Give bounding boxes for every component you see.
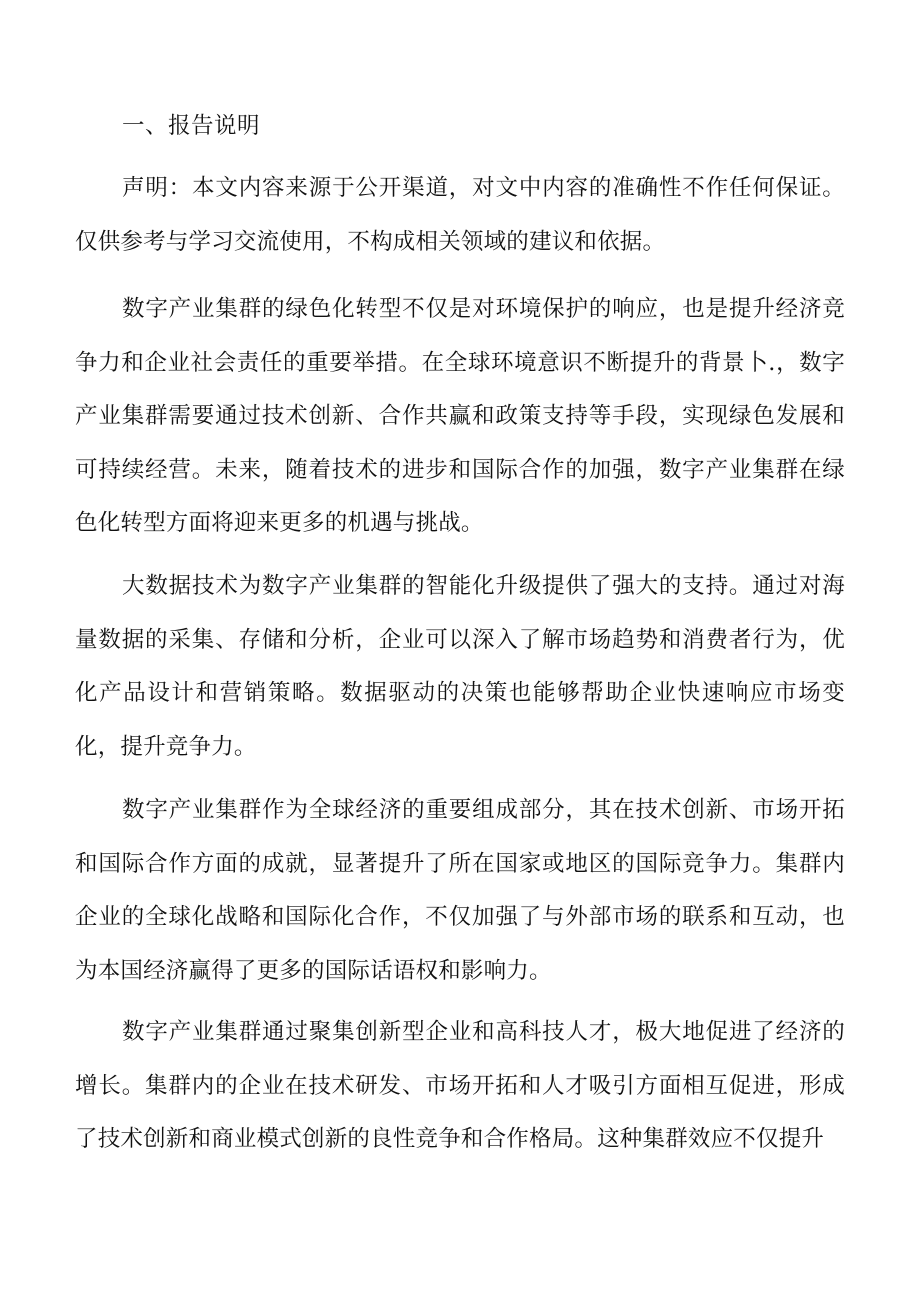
paragraph-text: 数字产业集群的绿色化转型不仅是对环境保护的响应，也是提升经济竞争力和企业社会责任的重要举措。在全球环境意识不断提升的背景卜.，数字产业集群需要通过技术创新、合作共赢和政策支持等手段，实现绿色发展和可持续经营。未来，随着技术的进步和国际合作的加强，数字产业集群在绿色化转型方面将迎来更多的机遇与挑战。 xyxy=(75,296,845,536)
paragraph-text: 大数据技术为数字产业集群的智能化升级提供了强大的支持。通过对海量数据的采集、存储和分析，企业可以深入了解市场趋势和消费者行为，优化产品设计和营销策略。数据驱动的决策也能够帮助企业快速响应市场变化，提升竞争力。 xyxy=(75,573,845,760)
disclaimer-paragraph xyxy=(75,162,845,269)
economic-growth-paragraph xyxy=(75,1006,845,1167)
section-heading: 一、报告说明 xyxy=(122,113,261,139)
green-transformation-paragraph xyxy=(75,283,845,551)
paragraph-text: 声明：本文内容来源于公开渠道，对文中内容的准确性不作任何保证。仅供参考与学习交流使用，不构成相关领域的建议和依据。 xyxy=(75,175,845,255)
paragraph-text: 数字产业集群作为全球经济的重要组成部分，其在技术创新、市场开拓和国际合作方面的成就，显著提升了所在国家或地区的国际竞争力。集群内企业的全球化战略和国际化合作，不仅加强了与外部市场的联系和互动，也为本国经济赢得了更多的国际话语权和影响力。 xyxy=(75,797,845,984)
international-competitiveness-paragraph xyxy=(75,784,845,998)
big-data-paragraph xyxy=(75,560,845,774)
paragraph-text: 数字产业集群通过聚集创新型企业和高科技人才，极大地促进了经济的增长。集群内的企业在技术研发、市场开拓和人才吸引方面相互促进，形成了技术创新和商业模式创新的良性竞争和合作格局。这种集群效应不仅提升 xyxy=(75,1019,845,1152)
